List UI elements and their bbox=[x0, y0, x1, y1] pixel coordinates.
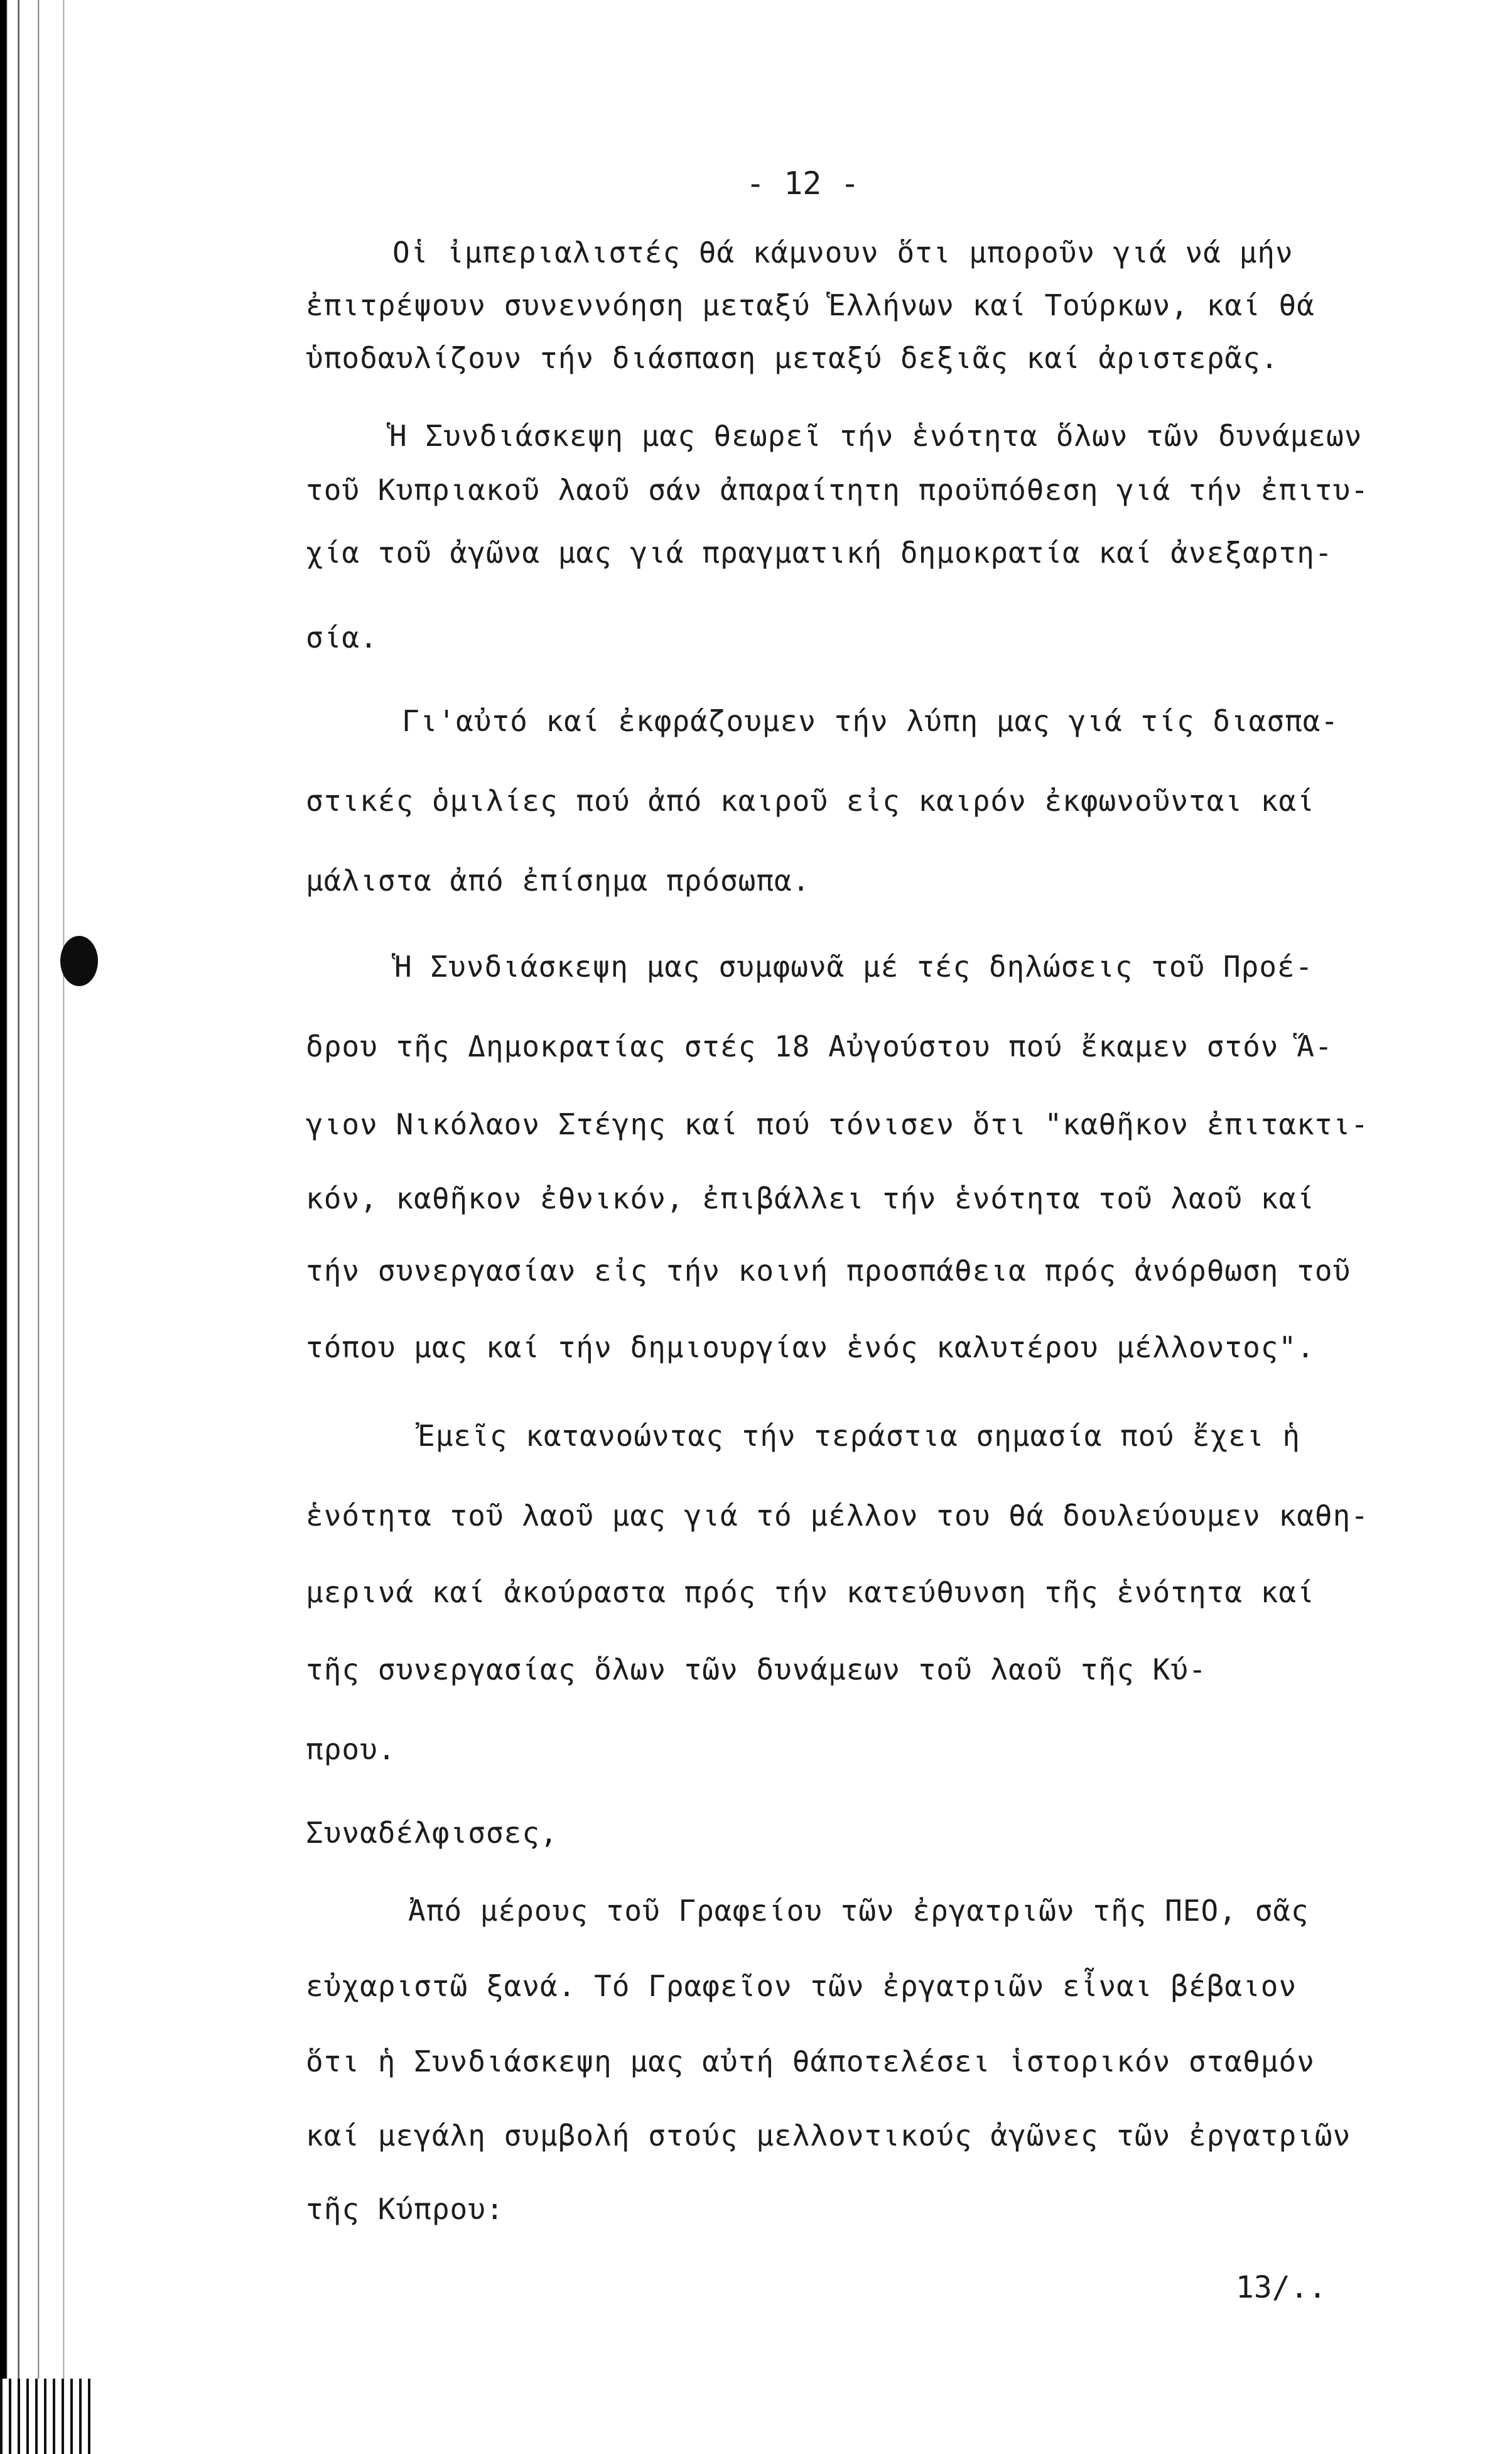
text-line: μερινά καί ἀκούραστα πρός τήν κατεύθυνση τῆς ἑνότητα καί bbox=[306, 1575, 1315, 1609]
text-line: τοῦ Κυπριακοῦ λαοῦ σάν ἀπαραίτητη προϋπόθεση γιά τήν ἐπιτυ- bbox=[306, 473, 1369, 507]
text-line: Ἀπό μέρους τοῦ Γραφείου τῶν ἐργατριῶν τῆς ΠΕΟ, σᾶς bbox=[408, 1894, 1309, 1928]
scan-hole-punch bbox=[60, 936, 98, 986]
text-line: Συναδέλφισσες, bbox=[306, 1816, 558, 1850]
text-line: Ἐμεῖς κατανοώντας τήν τεράστια σημασία πού ἔχει ἡ bbox=[418, 1419, 1301, 1453]
scan-binding-edge bbox=[0, 0, 94, 2454]
text-line: σία. bbox=[306, 621, 378, 654]
scan-edge-artifact bbox=[0, 2379, 94, 2454]
text-line: κόν, καθῆκον ἐθνικόν, ἐπιβάλλει τήν ἑνότητα τοῦ λαοῦ καί bbox=[306, 1181, 1315, 1215]
text-line: τῆς Κύπρου: bbox=[306, 2192, 504, 2226]
text-line: στικές ὁμιλίες πού ἀπό καιροῦ εἰς καιρόν ἐκφωνοῦνται καί bbox=[306, 784, 1315, 818]
text-line: εὐχαριστῶ ξανά. Τό Γραφεῖον τῶν ἐργατριῶν εἶναι βέβαιον bbox=[306, 1969, 1297, 2003]
page-number: - 12 - bbox=[746, 165, 860, 202]
text-line: ἑνότητα τοῦ λαοῦ μας γιά τό μέλλον του θά δουλεύουμεν καθη- bbox=[306, 1499, 1369, 1533]
text-line: Οἱ ἰμπεριαλιστές θά κάμνουν ὅτι μποροῦν γιά νά μήν bbox=[392, 236, 1293, 269]
text-line: μάλιστα ἀπό ἐπίσημα πρόσωπα. bbox=[306, 864, 811, 898]
text-line: τόπου μας καί τήν δημιουργίαν ἑνός καλυτέρου μέλλοντος". bbox=[306, 1330, 1315, 1364]
text-line: καί μεγάλη συμβολή στούς μελλοντικούς ἀγῶνες τῶν ἐργατριῶν bbox=[306, 2119, 1351, 2153]
text-line: γιον Νικόλαον Στέγης καί πού τόνισεν ὅτι "καθῆκον ἐπιτακτι- bbox=[306, 1107, 1369, 1141]
text-line: Ἡ Συνδιάσκεψη μας θεωρεῖ τήν ἑνότητα ὅλων τῶν δυνάμεων bbox=[389, 419, 1363, 453]
text-line: τῆς συνεργασίας ὅλων τῶν δυνάμεων τοῦ λαοῦ τῆς Κύ- bbox=[306, 1653, 1207, 1686]
text-line: ἐπιτρέψουν συνεννόηση μεταξύ Ἑλλήνων καί Τούρκων, καί θά bbox=[306, 288, 1315, 322]
text-line: ὅτι ἡ Συνδιάσκεψη μας αὐτή θάποτελέσει ἱστορικόν σταθμόν bbox=[306, 2044, 1315, 2078]
text-line: τήν συνεργασίαν εἰς τήν κοινή προσπάθεια πρός ἀνόρθωση τοῦ bbox=[306, 1254, 1351, 1288]
text-line: δρου τῆς Δημοκρατίας στές 18 Αὐγούστου πού ἔκαμεν στόν Ἅ- bbox=[306, 1029, 1333, 1063]
text-line: πρου. bbox=[306, 1732, 396, 1766]
next-page-marker: 13/.. bbox=[1236, 2270, 1327, 2305]
text-line: χία τοῦ ἀγῶνα μας γιά πραγματική δημοκρατία καί ἀνεξαρτη- bbox=[306, 536, 1333, 570]
text-line: Γι'αὐτό καί ἐκφράζουμεν τήν λύπη μας γιά τίς διασπα- bbox=[402, 704, 1339, 738]
text-line: Ἡ Συνδιάσκεψη μας συμφωνᾶ μέ τές δηλώσεις τοῦ Προέ- bbox=[394, 950, 1314, 984]
text-line: ὑποδαυλίζουν τήν διάσπαση μεταξύ δεξιᾶς καί ἀριστερᾶς. bbox=[306, 341, 1279, 375]
